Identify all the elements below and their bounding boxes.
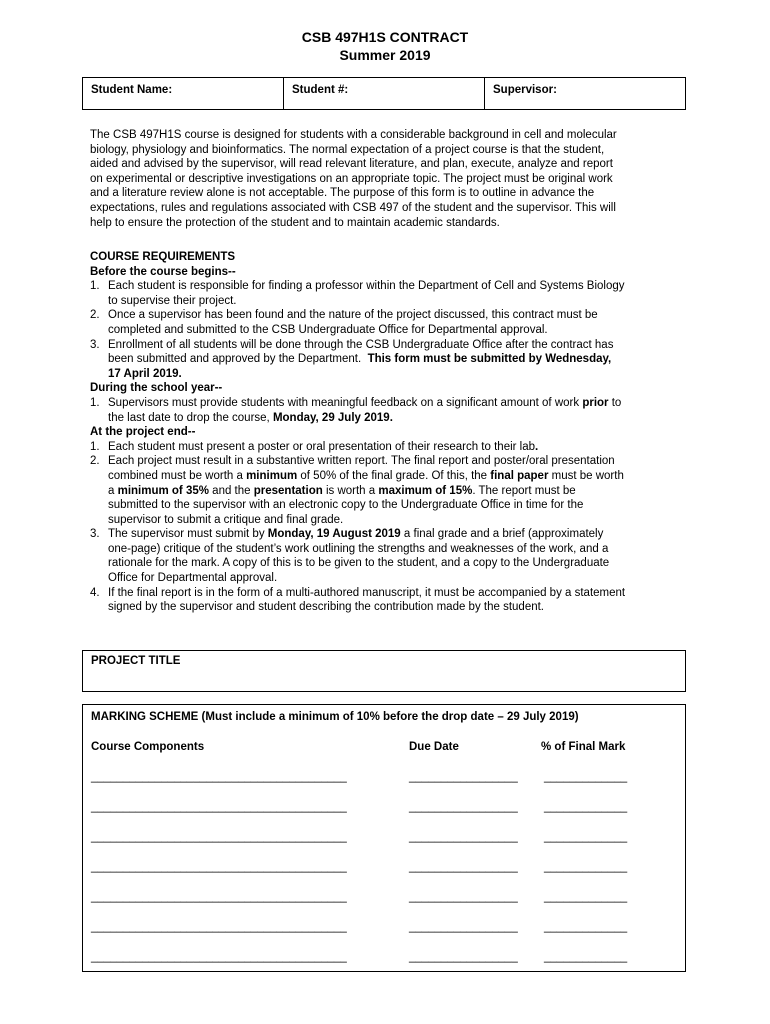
requirements-heading: COURSE REQUIREMENTS [90,251,236,263]
component-blank[interactable]: ________________________________________ [91,861,347,873]
item-number: 1. [90,440,100,453]
before-heading: Before the course begins-- [90,265,236,278]
percent-blank[interactable]: _____________ [544,951,628,963]
deadline-date: 17 April 2019. [108,367,182,380]
component-blank[interactable]: ________________________________________ [91,891,347,903]
item-text: signed by the supervisor and student describing the contribution made by the student. [108,601,544,614]
component-blank[interactable]: ________________________________________ [91,831,347,843]
supervisor-field[interactable]: Supervisor: [493,84,557,96]
marking-row [83,830,687,844]
due-date-blank[interactable]: _________________ [409,861,518,873]
item-text: The supervisor must submit by [108,528,268,541]
list-item [90,527,685,585]
project-title-label: PROJECT TITLE [91,655,181,667]
marking-row [83,890,687,904]
emphasis-text: final paper [490,469,549,482]
item-text: submitted to the supervisor with an electronic copy to the Undergraduate Office in time for the [108,499,584,512]
intro-paragraph [90,128,685,230]
item-text: rationale for the mark. A copy of this is to be given to the student, and a copy to the Undergraduate [108,557,610,570]
due-date-blank[interactable]: _________________ [409,891,518,903]
intro-line: help to ensure the protection of the student and to maintain academic standards. [90,216,500,229]
document-subtitle: Summer 2019 [339,47,431,63]
project-title-field[interactable] [82,650,686,692]
student-name-field[interactable]: Student Name: [83,78,284,109]
item-text: Each student must present a poster or oral presentation of their research to their lab [108,440,536,453]
item-text: to supervise their project. [108,294,237,307]
list-item [90,338,685,382]
item-number: 2. [90,309,100,322]
intro-line: and a literature review alone is not acceptable. The purpose of this form is to outline in advance the [90,187,595,200]
marking-row [83,770,687,784]
item-text: completed and submitted to the CSB Undergraduate Office for Departmental approval. [108,323,548,336]
item-text: to [608,396,622,409]
course-requirements [90,250,685,615]
percent-blank[interactable]: _____________ [544,861,628,873]
percent-blank[interactable]: _____________ [544,771,628,783]
due-date-blank[interactable]: _________________ [409,771,518,783]
emphasis-text: minimum [246,469,298,482]
item-text: is worth a [322,484,379,497]
item-text: must be worth [548,469,624,482]
item-text: combined must be worth a [108,469,247,482]
deadline-text: This form must be submitted by Wednesday, [367,353,612,366]
item-number: 1. [90,396,100,409]
drop-date: Monday, 29 July 2019. [272,411,393,424]
marking-scheme-heading: MARKING SCHEME (Must include a minimum of 10% before the drop date – 29 July 2019) [91,711,579,723]
due-date-blank[interactable]: _________________ [409,921,518,933]
intro-line: on experimental or descriptive investigations on an appropriate topic. The project must be original work [90,172,613,185]
marking-row [83,950,687,964]
emphasis-text: presentation [253,484,323,497]
item-text: supervisor to submit a critique and final grade. [108,513,344,526]
due-date-blank[interactable]: _________________ [409,951,518,963]
item-text: Each project must result in a substantive written report. The final report and poster/oral presentation [108,455,615,468]
percent-blank[interactable]: _____________ [544,921,628,933]
component-blank[interactable]: ________________________________________ [91,921,347,933]
item-text: . [535,440,539,453]
emphasis-text: prior [582,396,609,409]
item-text: Each student is responsible for finding a professor within the Department of Cell and Systems Biology [108,280,625,293]
item-text: of 50% of the final grade. Of this, the [297,469,491,482]
percent-blank[interactable]: _____________ [544,801,628,813]
end-heading: At the project end-- [90,426,196,439]
component-blank[interactable]: ________________________________________ [91,801,347,813]
item-text: one-page) critique of the student’s work outlining the strengths and weaknesses of the work, and a [108,542,609,555]
item-number: 2. [90,455,100,468]
list-item [90,586,685,615]
intro-line: expectations, rules and regulations associated with CSB 497 of the student and the supervisor. This will [90,201,616,214]
marking-row [83,800,687,814]
item-number: 1. [90,280,100,293]
due-date-blank[interactable]: _________________ [409,801,518,813]
list-item [90,279,685,308]
item-text: . The report must be [472,484,576,497]
item-text: Office for Departmental approval. [108,572,278,585]
intro-line: aided and advised by the supervisor, will read relevant literature, and plan, execute, analyze and report [90,158,613,171]
document-title: CSB 497H1S CONTRACT [301,29,469,45]
list-item [90,308,685,337]
item-text: a [108,484,118,497]
component-blank[interactable]: ________________________________________ [91,771,347,783]
column-header-components: Course Components [91,741,205,753]
item-text: If the final report is in the form of a multi-authored manuscript, it must be accompanied by a statement [108,586,626,599]
emphasis-text: maximum of 15% [378,484,473,497]
list-item [90,454,685,527]
percent-blank[interactable]: _____________ [544,891,628,903]
item-text: been submitted and approved by the Department. [108,353,362,366]
item-text: a final grade and a brief (approximately [400,528,604,541]
percent-blank[interactable]: _____________ [544,831,628,843]
list-item [90,396,685,425]
intro-line: biology, physiology and bioinformatics. The normal expectation of a project course is that the student, [90,143,605,156]
component-blank[interactable]: ________________________________________ [91,951,347,963]
marking-scheme-box [82,704,686,972]
column-header-due-date: Due Date [409,741,459,753]
column-header-percent: % of Final Mark [541,741,626,753]
emphasis-text: minimum of 35% [117,484,209,497]
list-item [90,440,685,455]
item-number: 3. [90,528,100,541]
due-date-blank[interactable]: _________________ [409,831,518,843]
student-info-table [82,77,686,110]
item-text: Once a supervisor has been found and the nature of the project discussed, this contract must be [108,309,598,322]
during-heading: During the school year-- [90,382,223,395]
item-text: Supervisors must provide students with meaningful feedback on a significant amount of work [108,396,583,409]
grade-deadline: Monday, 19 August 2019 [267,528,401,541]
student-number-field[interactable]: Student #: [284,78,485,109]
intro-line: The CSB 497H1S course is designed for students with a considerable background in cell and molecular [90,129,617,141]
item-text: Enrollment of all students will be done through the CSB Undergraduate Office after the contract has [108,338,614,351]
marking-row [83,920,687,934]
item-number: 4. [90,586,100,599]
item-text: and the [208,484,254,497]
item-number: 3. [90,338,100,351]
marking-row [83,860,687,874]
item-text: the last date to drop the course, [108,411,273,424]
